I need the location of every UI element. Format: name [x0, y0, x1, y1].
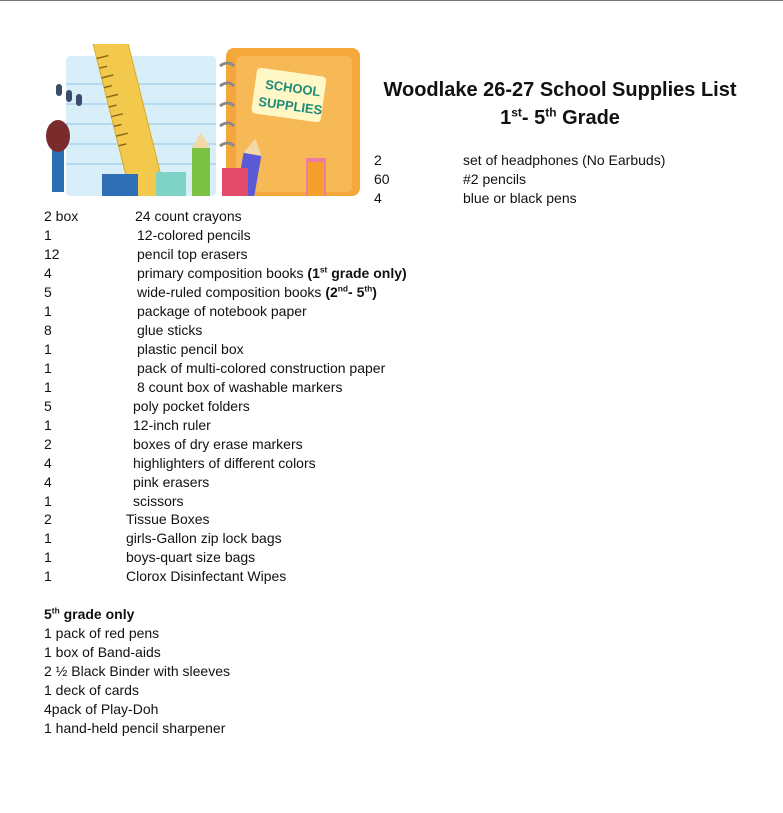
- list-item: girls-Gallon zip lock bags: [126, 530, 282, 546]
- list-item: poly pocket folders: [133, 398, 250, 414]
- right-list-item-1: #2 pencils: [463, 171, 527, 187]
- list-qty: 1: [44, 417, 52, 433]
- right-list-qty-2: 4: [374, 190, 382, 206]
- list-item: boxes of dry erase markers: [133, 436, 303, 452]
- list-qty: 1: [44, 568, 52, 584]
- list-qty: 8: [44, 322, 52, 338]
- list-qty: 1: [44, 379, 52, 395]
- list-item: 24 count crayons: [135, 208, 242, 224]
- list-qty: 1: [44, 227, 52, 243]
- right-list-qty-0: 2: [374, 152, 382, 168]
- fifth-grade-item: 1 box of Band-aids: [44, 644, 161, 660]
- page-top-border: [0, 0, 783, 1]
- list-qty: 1: [44, 530, 52, 546]
- list-qty: 2 box: [44, 208, 79, 224]
- clipart-label-line2: SUPPLIES: [257, 93, 324, 118]
- school-supplies-clipart: [44, 44, 364, 196]
- list-qty: 1: [44, 549, 52, 565]
- list-item: glue sticks: [137, 322, 203, 338]
- right-list-qty-1: 60: [374, 171, 390, 187]
- list-item: scissors: [133, 493, 184, 509]
- title-line2: 1st- 5th Grade: [500, 105, 620, 129]
- list-qty: 4: [44, 455, 52, 471]
- list-item: pencil top erasers: [137, 246, 248, 262]
- clipart-label-line1: SCHOOL: [264, 76, 322, 100]
- fifth-grade-item: 1 deck of cards: [44, 682, 139, 698]
- list-item: primary composition books (1st grade only): [137, 264, 407, 281]
- list-qty: 2: [44, 436, 52, 452]
- list-qty: 5: [44, 284, 52, 300]
- right-list-item-2: blue or black pens: [463, 190, 577, 206]
- fifth-grade-item: 1 pack of red pens: [44, 625, 160, 641]
- list-item: package of notebook paper: [137, 303, 307, 319]
- list-item: boys-quart size bags: [126, 549, 256, 565]
- list-qty: 4: [44, 265, 52, 281]
- list-item: 12-colored pencils: [137, 227, 251, 243]
- list-item: 12-inch ruler: [133, 417, 211, 433]
- fifth-grade-heading: 5th grade only: [44, 605, 135, 622]
- list-qty: 4: [44, 474, 52, 490]
- list-item: pack of multi-colored construction paper: [137, 360, 386, 376]
- fifth-grade-item: 4pack of Play-Doh: [44, 701, 159, 717]
- list-qty: 2: [44, 511, 52, 527]
- list-item: pink erasers: [133, 474, 210, 490]
- list-item: highlighters of different colors: [133, 455, 316, 471]
- list-item: 8 count box of washable markers: [137, 379, 343, 395]
- list-qty: 5: [44, 398, 52, 414]
- list-item: Tissue Boxes: [126, 511, 210, 527]
- list-qty: 1: [44, 303, 52, 319]
- fifth-grade-item: 1 hand-held pencil sharpener: [44, 720, 226, 736]
- list-qty: 1: [44, 360, 52, 376]
- list-qty: 12: [44, 246, 60, 262]
- document-title: [360, 76, 760, 132]
- list-item: Clorox Disinfectant Wipes: [126, 568, 287, 584]
- list-item: plastic pencil box: [137, 341, 244, 357]
- right-list-item-0: set of headphones (No Earbuds): [463, 152, 666, 168]
- title-line1: Woodlake 26-27 School Supplies List: [383, 79, 737, 101]
- list-qty: 1: [44, 341, 52, 357]
- list-item: wide-ruled composition books (2nd- 5th): [137, 283, 377, 300]
- fifth-grade-item: 2 ½ Black Binder with sleeves: [44, 663, 230, 679]
- list-qty: 1: [44, 493, 52, 509]
